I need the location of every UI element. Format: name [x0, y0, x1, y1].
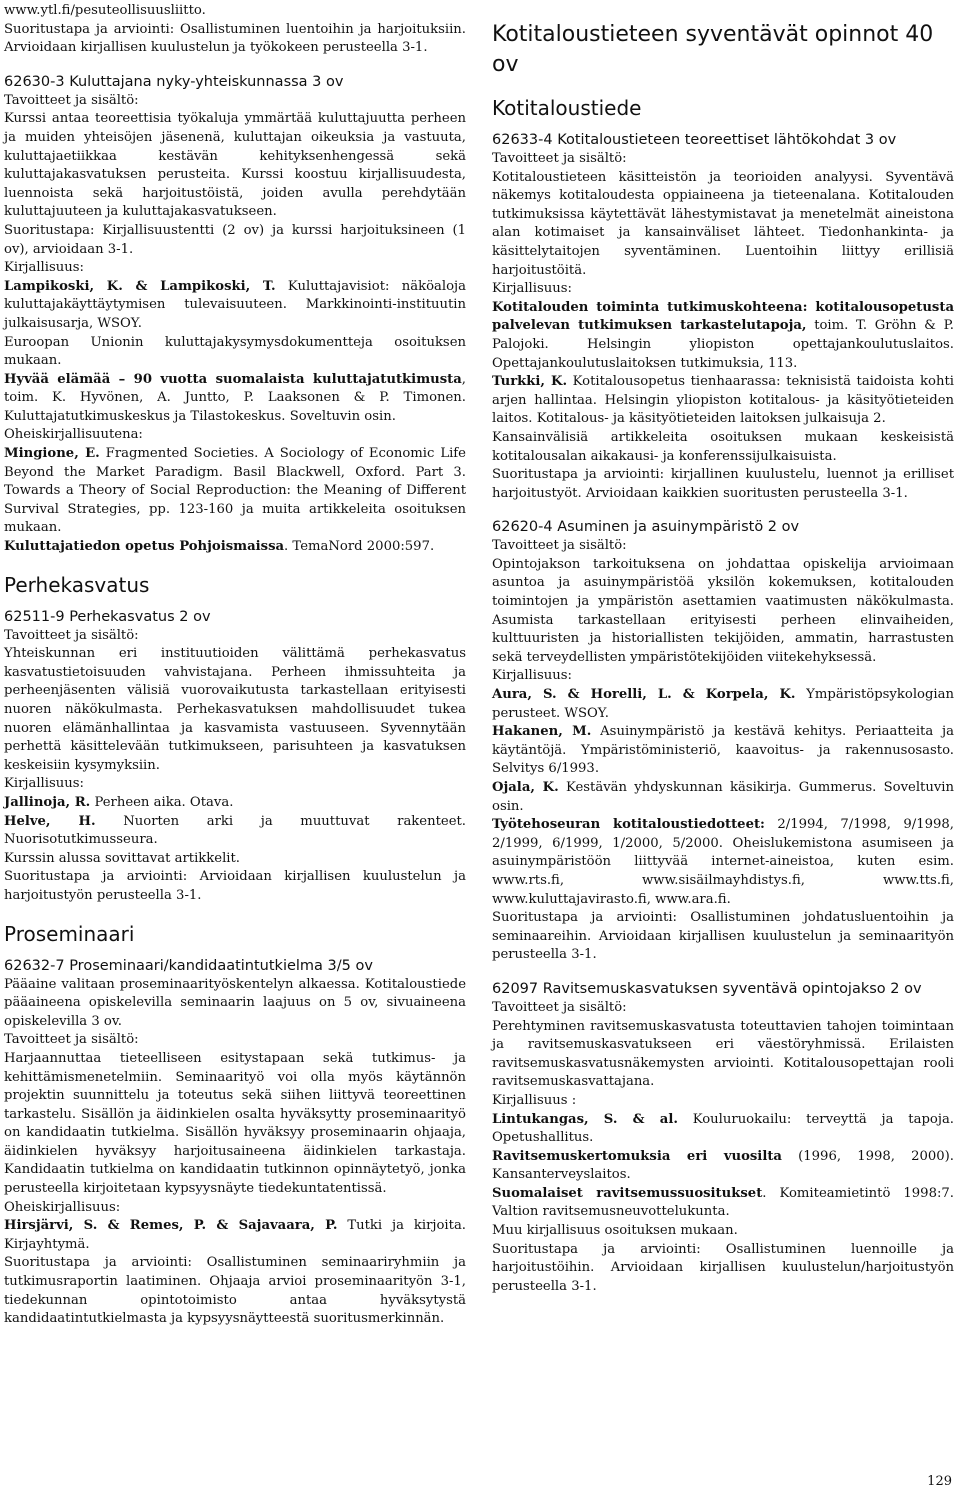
- text-paragraph: Kirjallisuus:: [492, 281, 572, 297]
- bold-reference: Hyvää elämää – 90 vuotta suomalaista kuluttajatutkimusta: [4, 371, 462, 387]
- reference-text: Kestävän yhdyskunnan käsikirja. Gummerus. Soveltuvin osin.: [492, 780, 955, 814]
- reference-text: Asuinympäristö ja kestävä kehitys. Periaatteita ja käytäntöjä. Ympäristöministeriö, kaavoitus- ja rakennusosasto. Selvitys 6/1993.: [492, 724, 955, 777]
- section-heading: Perhekasvatus: [4, 572, 150, 597]
- text-paragraph: Tavoitteet ja sisältö:: [4, 627, 139, 643]
- bold-reference: Ravitsemuskertomuksia eri vuosilta: [492, 1148, 782, 1164]
- text-paragraph: Muu kirjallisuus osoituksen mukaan.: [492, 1223, 738, 1239]
- text-paragraph: Kirjallisuus:: [4, 260, 84, 276]
- bold-reference: Helve, H.: [4, 813, 96, 829]
- text-paragraph: [492, 1111, 954, 1148]
- text-paragraph: Suoritustapa ja arviointi: Arvioidaan kirjallisen kuulustelun ja harjoitustyön perusteella 3-1.: [4, 869, 466, 903]
- text-paragraph: [492, 299, 954, 373]
- course-heading: 62097 Ravitsemuskasvatuksen syventävä opintojakso 2 ov: [492, 980, 922, 997]
- text-paragraph: Kirjallisuus:: [4, 776, 84, 792]
- text-paragraph: Tavoitteet ja sisältö:: [492, 999, 627, 1015]
- text-paragraph: Tavoitteet ja sisältö:: [4, 1032, 139, 1048]
- bold-reference: Turkki, K.: [492, 374, 568, 390]
- course-heading: 62620-4 Asuminen ja asuinympäristö 2 ov: [492, 519, 800, 536]
- bold-reference: Kuluttajatiedon opetus Pohjoismaissa: [4, 539, 285, 555]
- bold-reference: Aura, S. & Horelli, L. & Korpela, K.: [492, 687, 796, 703]
- reference-text: Ympäristöpsykologian perusteet. WSOY.: [492, 687, 954, 721]
- reference-text: Tutki ja kirjoita. Kirjayhtymä.: [4, 1218, 466, 1252]
- text-paragraph: [4, 813, 466, 850]
- text-paragraph: Kurssin alussa sovittavat artikkelit.: [4, 850, 240, 866]
- right-column: [492, 2, 954, 1296]
- course-heading: 62633-4 Kotitaloustieteen teoreettiset lähtökohdat 3 ov: [492, 132, 897, 148]
- section-heading: Proseminaari: [4, 921, 135, 946]
- text-paragraph: Kotitaloustieteen käsitteistön ja teorioiden analyysi. Syventävä näkemys kotitaloudesta oppiaineena ja tieteenalana. Kotitalouden tutkimuksissa käytettävät lähestymistavat ja menetelmät aineistona alan kotimaiset ja kansainväliset lähteet. Tiedonhankinta- ja käsittelytaitojen syventäminen. Luentoihin liittyy erillisiä harjoitustöitä.: [492, 169, 954, 278]
- text-paragraph: Tavoitteet ja sisältö:: [4, 92, 139, 108]
- reference-text: , toim. K. Hyvönen, A. Juntto, P. Laaksonen & P. Timonen. Kuluttajatutkimuskeskus ja Tilastokeskus. Soveltuvin osin.: [4, 371, 466, 424]
- reference-text: Perheen aika. Otava.: [90, 794, 234, 810]
- text-paragraph: Euroopan Unionin kuluttajakysymysdokumentteja osoituksen mukaan.: [4, 334, 466, 369]
- bold-reference: Työtehoseuran kotitaloustiedotteet:: [492, 817, 765, 833]
- course-heading: 62511-9 Perhekasvatus 2 ov: [4, 608, 211, 625]
- bold-reference: Lintukangas, S. & al.: [492, 1111, 678, 1127]
- text-paragraph: Opintojakson tarkoituksena on johdattaa opiskelija arvioimaan asuntoa ja asuinympäristöä yksilön kokemuksen, kotitalouden toimintojen ja ympäristön asettamien vaatimusten näkökulmasta. Asumista tarkastellaan erityisesti perheen elinvaiheiden, kulttuuristen ja historiallisten tekijöiden, ammatin, harrastusten sekä terveydellisten ympäristötekijöiden viitekehyksessä.: [492, 556, 954, 665]
- text-paragraph: Tavoitteet ja sisältö:: [492, 151, 627, 166]
- text-paragraph: Kansainvälisiä artikkeleita osoituksen mukaan keskeisistä kotitalousalan aikakausi- ja konferenssijulkaisuista.: [492, 429, 954, 464]
- bold-reference: Lampikoski, K. & Lampikoski, T.: [4, 278, 276, 294]
- page-number: 129: [927, 1474, 952, 1489]
- bold-reference: Hakanen, M.: [492, 724, 592, 740]
- text-paragraph: [4, 538, 466, 557]
- text-paragraph: [492, 816, 954, 909]
- text-paragraph: Suoritustapa ja arviointi: Osallistuminen seminaariryhmiin ja tutkimusraportin laatiminen. Ohjaaja arvioi proseminaarityön 3-1, tiedekunnan opintotoimisto antaa hyväksytystä kandidaatintutkielmasta ja kypsyysnäytteestä suoritusmerkinnän.: [4, 1255, 466, 1327]
- bold-reference: Suomalaiset ravitsemussuositukset: [492, 1185, 763, 1201]
- text-paragraph: Suoritustapa: Kirjallisuustentti (2 ov) ja kurssi harjoituksineen (1 ov), arvioidaan 3-1.: [4, 222, 466, 257]
- text-paragraph: [492, 373, 954, 429]
- text-paragraph: [492, 723, 954, 779]
- text-paragraph: [4, 794, 466, 813]
- text-paragraph: Pääaine valitaan proseminaarityöskentelyn alkaessa. Kotitaloustiede pääaineena opiskelevilla seminaarin laajuus on 5 ov, sivuaineena opiskelevilla 3 ov.: [4, 976, 466, 1029]
- bold-reference: Mingione, E.: [4, 446, 100, 462]
- bold-reference: Hirsjärvi, S. & Remes, P. & Sajavaara, P.: [4, 1218, 338, 1234]
- text-paragraph: Harjaannuttaa tieteelliseen esitystapaan sekä tutkimus- ja kehittämismenetelmiin. Seminaarityö voi olla myös käytännön projektin suunnittelu ja toteutus sekä siihen liittyvä teoreettinen tarkastelu. Sisällön ja äidinkielen osalta hyväksytty proseminaarityö on kandidaatin tutkielma. Sisällön hyväksyy proseminaarin ohjaaja, äidinkielen hyväksyy harjoitusaineena äidinkielen tarkastaja. Kandidaatin tutkielma on kandidaatin tutkinnon opinnäytetyö, jonka perusteella kirjoitetaan kypsyysnäyte tiedekuntatentissä.: [4, 1050, 466, 1197]
- reference-text: Kotitalousopetus tienhaarassa: teknisistä taidoista kohti arjen hallintaa. Helsingin yliopiston kotitalous- ja käsityötieteiden laitos. Kotitalous- ja käsityötieteiden laitoksen julkaisuja 2.: [492, 374, 954, 427]
- text-paragraph: Kurssi antaa teoreettisia työkaluja ymmärtää kuluttajuutta perheen ja muiden yhteisöjen jäsenenä, kuluttajan oikeuksia ja vastuuta, kuluttajaetiikkaa kestävän kehityksenhengessä sekä kuluttajakasvatuksen perusteita. Kurssi koostuu kirjallisuudesta, luennoista sekä harjoitustöistä, joiden avulla perehdytään kuluttajuuteen ja kuluttajakasvatukseen.: [4, 111, 466, 220]
- text-paragraph: [492, 686, 954, 723]
- bold-reference: Jallinoja, R.: [4, 794, 91, 810]
- course-heading: 62630-3 Kuluttajana nyky-yhteiskunnassa 3 ov: [4, 73, 344, 90]
- text-paragraph: Oheiskirjallisuutena:: [4, 427, 143, 443]
- text-paragraph: Oheiskirjallisuus:: [4, 1199, 121, 1215]
- reference-text: . TemaNord 2000:597.: [284, 539, 435, 555]
- reference-text: Nuorten arki ja muuttuvat rakenteet. Nuorisotutkimusseura.: [4, 813, 466, 848]
- text-paragraph: [492, 779, 954, 816]
- text-paragraph: Yhteiskunnan eri instituutioiden välittämä perhekasvatus kasvatustietoisuuden vahvistajana. Perheen ihmissuhteita ja perheenjäsenten välisiä vuorovaikutusta tarkastellaan erityisesti nuoren näkökulmasta. Perhekasvatuksen mahdollisuudet tukea nuoren elämänhallintaa ja kasvamista vastuuseen. Syvennytään perhettä käsittelevään tutkimukseen, parisuhteen ja kasvatuksen keskeisiin kysymyksiin.: [4, 646, 466, 773]
- text-paragraph: Suoritustapa ja arviointi: Osallistuminen luentoihin ja harjoituksiin. Arvioidaan kirjallisen kuulustelun ja työkokeen perusteella 3-1.: [4, 21, 466, 56]
- text-paragraph: [492, 1148, 954, 1185]
- bold-reference: Ojala, K.: [492, 780, 559, 795]
- course-heading: 62632-7 Proseminaari/kandidaatintutkielma 3/5 ov: [4, 957, 373, 974]
- reference-text: 2/1994, 7/1998, 9/1998, 2/1999, 6/1999, 1/2000, 5/2000. Oheislukemistona asumiseen ja asuinympäristöön liittyvää internet-aineistoa, kuten esim. www.rts.fi, www.sisäilmayhdistys.fi, www.tts.fi, www.kuluttajavirasto.fi, www.ara.fi.: [492, 817, 954, 907]
- reference-text: Kouluruokailu: terveyttä ja tapoja. Opetushallitus.: [492, 1111, 954, 1146]
- text-paragraph: [4, 445, 466, 538]
- text-paragraph: [4, 371, 466, 427]
- reference-text: Fragmented Societies. A Sociology of Economic Life Beyond the Market Paradigm. Basil Blackwell, Oxford. Part 3. Towards a Theory of Social Reproduction: the Meaning of Different Survival Strategies, pp. 123-160 ja muita artikkeleita osoituksen mukaan.: [4, 446, 466, 536]
- main-heading: Kotitaloustieteen syventävät opinnot 40 ov: [492, 22, 934, 77]
- reference-text: Kuluttajavisiot: näköaloja kuluttajakäyttäytymisen tulevaisuuteen. Markkinointi-instituutin julkaisusarja, WSOY.: [4, 278, 466, 331]
- reference-text: (1996, 1998, 2000). Kansanterveyslaitos.: [492, 1148, 954, 1183]
- text-paragraph: Kirjallisuus:: [492, 668, 572, 684]
- text-paragraph: Perehtyminen ravitsemuskasvatusta toteuttavien tahojen toimintaan ja ravitsemuskasvatukseen eri väestöryhmissä. Erilaisten ravitsemuskasvatusnäkemysten arviointi. Kotitalousopettajan rooli ravitsemuskasvattajana.: [492, 1018, 954, 1090]
- reference-text: toim. T. Gröhn & P. Palojoki. Helsingin yliopiston opettajankoulutuslaitos. Opettajankoulutuslaitoksen tutkimuksia, 113.: [492, 318, 954, 371]
- text-paragraph: Kirjallisuus :: [492, 1092, 577, 1108]
- text-paragraph: Suoritustapa ja arviointi: kirjallinen kuulustelu, luennot ja erilliset harjoitustyöt. Arvioidaan kaikkien suoritusten perusteella 3-1.: [492, 467, 954, 501]
- text-paragraph: Tavoitteet ja sisältö:: [492, 538, 627, 554]
- bold-reference: Kotitalouden toiminta tutkimuskohteena: kotitalousopetusta palvelevan tutkimuksen tarkastelutapoja,: [492, 299, 954, 334]
- text-paragraph: Suoritustapa ja arviointi: Osallistuminen johdatusluentoihin ja seminaareihin. Arvioidaan kirjallisen kuulustelun ja seminaarityön perusteella 3-1.: [492, 910, 954, 963]
- text-paragraph: [492, 1185, 954, 1222]
- text-paragraph: [4, 278, 466, 334]
- section-heading: Kotitaloustiede: [492, 96, 642, 120]
- left-column: [4, 2, 466, 1329]
- text-paragraph: Suoritustapa ja arviointi: Osallistuminen luennoille ja harjoitustöihin. Arvioidaan kirjallisen kuulustelun/harjoitustyön perusteella 3-1.: [492, 1241, 954, 1294]
- text-paragraph: www.ytl.fi/pesuteollisuusliitto.: [4, 3, 206, 18]
- text-paragraph: [4, 1217, 466, 1254]
- reference-text: . Komiteamietintö 1998:7. Valtion ravitsemusneuvottelukunta.: [492, 1185, 954, 1220]
